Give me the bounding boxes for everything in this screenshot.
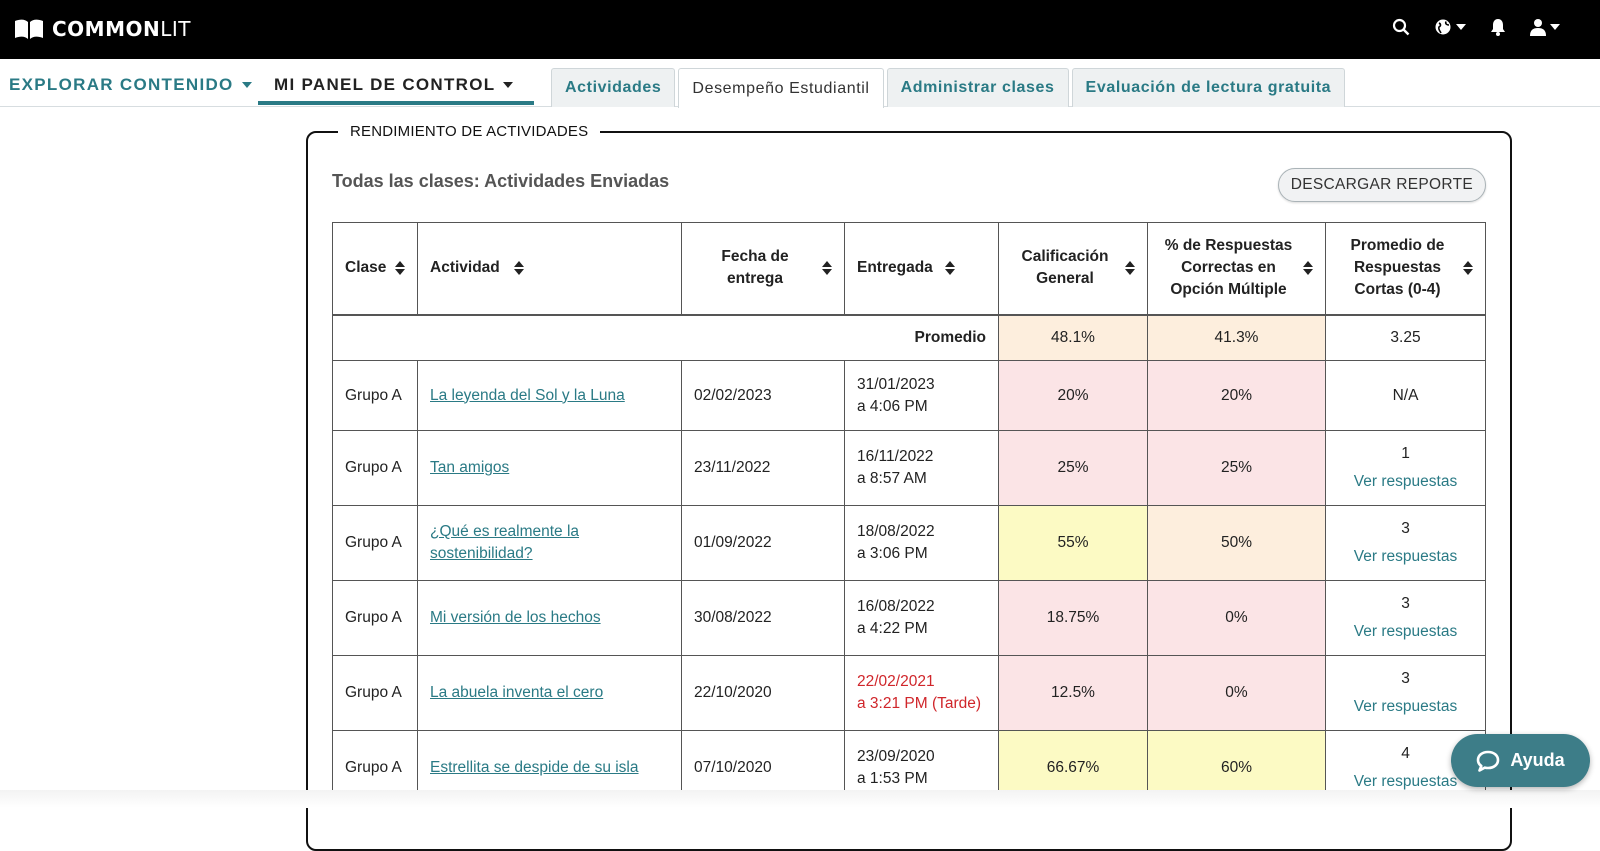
sort-icon[interactable] [395, 261, 405, 275]
panel-subtitle: Todas las clases: Actividades Enviadas [332, 171, 670, 191]
download-report-button[interactable]: DESCARGAR REPORTE [1278, 168, 1486, 202]
average-label: Promedio [333, 315, 999, 361]
cell-fecha: 30/08/2022 [682, 581, 845, 656]
column-header-opcion-multiple[interactable]: % de Respuestas Correctas en Opción Múltiple [1148, 223, 1326, 315]
cell-multiple-choice: 60% [1148, 731, 1326, 806]
cell-clase: Grupo A [333, 361, 418, 431]
dashboard-label: MI PANEL DE CONTROL [274, 75, 496, 94]
cell-clase: Grupo A [333, 731, 418, 806]
activity-link[interactable]: La leyenda del Sol y la Luna [430, 386, 625, 404]
cell-entregada-late: 22/02/2021 a 3:21 PM (Tarde) [845, 656, 999, 731]
sort-icon[interactable] [1125, 261, 1135, 275]
table-header-row [333, 223, 1486, 315]
cell-multiple-choice: 0% [1148, 656, 1326, 731]
cell-overall: 20% [999, 361, 1148, 431]
sort-icon[interactable] [945, 261, 955, 275]
cell-short-answer: 1 Ver respuestas [1326, 431, 1486, 506]
tab-actividades[interactable]: Actividades [551, 68, 675, 107]
cell-entregada: 16/11/2022 a 8:57 AM [845, 431, 999, 506]
search-button[interactable] [1392, 18, 1410, 36]
cell-multiple-choice: 20% [1148, 361, 1326, 431]
dashboard-menu[interactable] [274, 75, 513, 95]
average-multiple-choice: 41.3% [1148, 315, 1326, 361]
view-responses-link[interactable]: Ver respuestas [1353, 773, 1458, 790]
table-row [333, 656, 1486, 731]
cell-clase: Grupo A [333, 506, 418, 581]
cell-fecha: 02/02/2023 [682, 361, 845, 431]
bell-icon [1490, 18, 1506, 36]
activity-link[interactable]: Estrellita se despide de su isla [430, 759, 639, 776]
search-icon [1392, 18, 1410, 36]
cell-fecha: 01/09/2022 [682, 506, 845, 581]
column-header-clase[interactable]: Clase [333, 223, 418, 315]
cell-fecha: 07/10/2020 [682, 731, 845, 806]
column-header-respuestas-cortas[interactable]: Promedio de Respuestas Cortas (0-4) [1326, 223, 1486, 315]
dashboard-tabs [551, 68, 1345, 108]
sort-icon[interactable] [822, 261, 832, 275]
chevron-down-icon [503, 82, 513, 88]
sort-icon[interactable] [514, 261, 524, 275]
cell-short-answer: 3 Ver respuestas [1326, 656, 1486, 731]
column-header-fecha[interactable]: Fecha de entrega [682, 223, 845, 315]
cell-entregada: 23/09/2020 a 1:53 PM [845, 731, 999, 806]
view-responses-link[interactable]: Ver respuestas [1353, 473, 1458, 490]
globe-icon [1434, 18, 1452, 36]
activity-link[interactable]: Tan amigos [430, 459, 510, 476]
cell-clase: Grupo A [333, 656, 418, 731]
bottom-shadow [0, 790, 1600, 808]
notifications-button[interactable] [1490, 18, 1506, 36]
activity-link[interactable]: Mi versión de los hechos [430, 609, 601, 626]
tab-desempeno-estudiantil[interactable]: Desempeño Estudiantil [678, 68, 883, 108]
cell-entregada: 31/01/2023 a 4:06 PM [845, 361, 999, 431]
tab-evaluacion-lectura[interactable]: Evaluación de lectura gratuita [1072, 68, 1346, 107]
chat-bubble-icon [1476, 750, 1500, 772]
table-row [333, 506, 1486, 581]
cell-short-answer: N/A [1326, 361, 1486, 431]
cell-overall: 18.75% [999, 581, 1148, 656]
language-button[interactable] [1434, 18, 1466, 36]
activity-link[interactable]: La abuela inventa el cero [430, 684, 604, 701]
cell-short-answer: 3 Ver respuestas [1326, 581, 1486, 656]
sort-icon[interactable] [1303, 261, 1313, 275]
cell-short-answer: 4 Ver respuestas [1326, 731, 1486, 806]
cell-short-answer: 3 Ver respuestas [1326, 506, 1486, 581]
view-responses-link[interactable]: Ver respuestas [1353, 623, 1458, 640]
chevron-down-icon [1456, 24, 1466, 30]
active-menu-underline [258, 101, 534, 105]
cell-multiple-choice: 50% [1148, 506, 1326, 581]
average-row [333, 315, 1486, 361]
panel-title: RENDIMIENTO DE ACTIVIDADES [338, 123, 600, 140]
activity-report-table [332, 222, 1486, 806]
view-responses-link[interactable]: Ver respuestas [1353, 698, 1458, 715]
logo-text: COMMONLIT [52, 17, 191, 41]
cell-multiple-choice: 0% [1148, 581, 1326, 656]
table-row [333, 431, 1486, 506]
cell-overall: 25% [999, 431, 1148, 506]
open-book-icon [14, 18, 44, 40]
chevron-down-icon [1550, 24, 1560, 30]
cell-overall: 66.67% [999, 731, 1148, 806]
tab-administrar-clases[interactable]: Administrar clases [887, 68, 1069, 107]
cell-clase: Grupo A [333, 581, 418, 656]
view-responses-link[interactable]: Ver respuestas [1353, 548, 1458, 565]
table-row [333, 361, 1486, 431]
column-header-entregada[interactable]: Entregada [845, 223, 999, 315]
column-header-calificacion[interactable]: Calificación General [999, 223, 1148, 315]
chevron-down-icon [242, 82, 252, 88]
column-header-actividad[interactable]: Actividad [418, 223, 682, 315]
help-label: Ayuda [1510, 750, 1565, 770]
cell-entregada: 18/08/2022 a 3:06 PM [845, 506, 999, 581]
activity-link[interactable]: ¿Qué es realmente la sostenibilidad? [430, 523, 580, 562]
commonlit-logo[interactable] [14, 17, 191, 41]
explore-content-menu[interactable] [9, 75, 252, 95]
top-bar [0, 0, 1600, 59]
table-row [333, 581, 1486, 656]
cell-fecha: 23/11/2022 [682, 431, 845, 506]
cell-multiple-choice: 25% [1148, 431, 1326, 506]
explore-content-label: EXPLORAR CONTENIDO [9, 75, 234, 94]
average-short-answer: 3.25 [1326, 315, 1486, 361]
main-nav [0, 59, 1600, 107]
cell-clase: Grupo A [333, 431, 418, 506]
top-icons [1392, 18, 1560, 36]
cell-fecha: 22/10/2020 [682, 656, 845, 731]
user-icon [1530, 18, 1546, 36]
cell-entregada: 16/08/2022 a 4:22 PM [845, 581, 999, 656]
help-button[interactable] [1451, 734, 1590, 787]
sort-icon[interactable] [1463, 261, 1473, 275]
activity-performance-panel [306, 123, 1512, 851]
average-overall: 48.1% [999, 315, 1148, 361]
cell-overall: 12.5% [999, 656, 1148, 731]
cell-overall: 55% [999, 506, 1148, 581]
account-button[interactable] [1530, 18, 1560, 36]
